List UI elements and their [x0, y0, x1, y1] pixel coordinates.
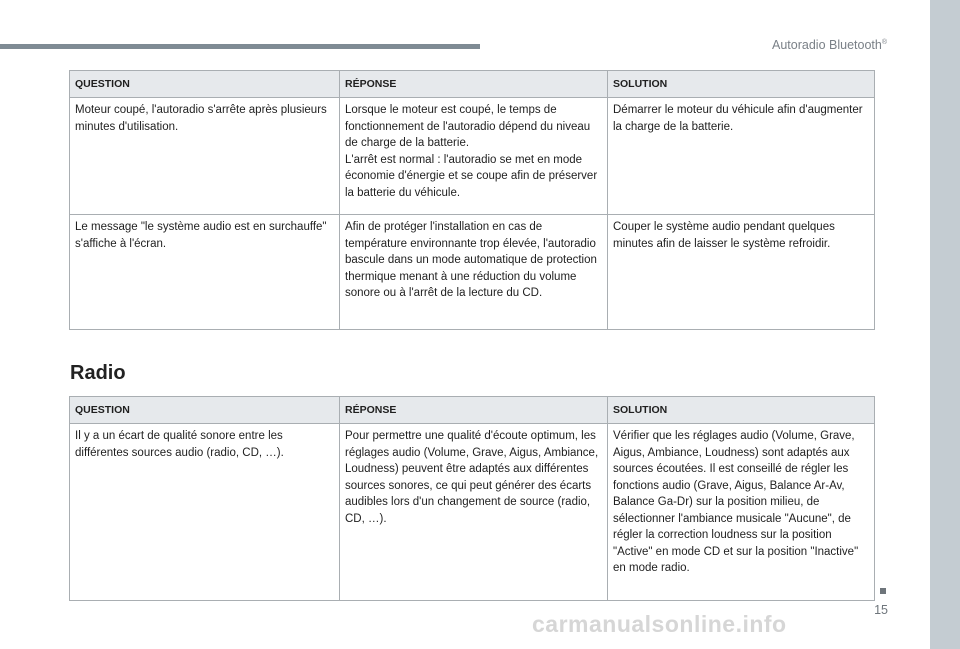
reponse-cell: Pour permettre une qualité d'écoute optimum, les réglages audio (Volume, Grave, Aigus, Ambiance, Loudness) peuvent être adaptés aux différentes sources sonores, ce qui peut générer des écarts audibles lors d'un changement de source (radio, CD, …).: [340, 424, 608, 601]
header-rule: [0, 44, 480, 49]
watermark: carmanualsonline.info: [532, 611, 787, 637]
solution-cell: Couper le système audio pendant quelques minutes afin de laisser le système refroidir.: [608, 215, 875, 330]
column-header-reponse: RÉPONSE: [340, 71, 608, 98]
column-header-solution: SOLUTION: [608, 397, 875, 424]
question-cell: Il y a un écart de qualité sonore entre les différentes sources audio (radio, CD, …).: [70, 424, 340, 601]
column-header-reponse: RÉPONSE: [340, 397, 608, 424]
column-header-question: QUESTION: [70, 397, 340, 424]
table-header-row: [70, 397, 875, 424]
troubleshooting-table-general: [69, 70, 875, 330]
page-number: 15: [874, 603, 888, 617]
column-header-solution: SOLUTION: [608, 71, 875, 98]
table-row: [70, 98, 875, 215]
table-row: [70, 215, 875, 330]
question-cell: Moteur coupé, l'autoradio s'arrête après plusieurs minutes d'utilisation.: [70, 98, 340, 215]
troubleshooting-table-radio: [69, 396, 875, 601]
reponse-cell: Afin de protéger l'installation en cas de température environnante trop élevée, l'autoradio bascule dans un mode automatique de protection thermique menant à une réduction du volume sonore ou à l'arrêt de la lecture du CD.: [340, 215, 608, 330]
solution-cell: Démarrer le moteur du véhicule afin d'augmenter la charge de la batterie.: [608, 98, 875, 215]
section-heading-radio: Radio: [70, 362, 126, 384]
table-header-row: [70, 71, 875, 98]
page-marker: [880, 588, 886, 594]
question-cell: Le message "le système audio est en surchauffe" s'affiche à l'écran.: [70, 215, 340, 330]
solution-cell: Vérifier que les réglages audio (Volume, Grave, Aigus, Ambiance, Loudness) sont adaptés aux sources écoutées. Il est conseillé de régler les fonctions audio (Grave, Aigus, Balance Ar-Av, Balance Ga-Dr) sur la position milieu, de sélectionner l'ambiance musicale "Aucune", de régler la correction loudness sur la position "Active" en mode CD et sur la position "Inactive" en mode radio.: [608, 424, 875, 601]
reponse-cell: Lorsque le moteur est coupé, le temps de fonctionnement de l'autoradio dépend du niveau de charge de la batterie. L'arrêt est normal : l'autoradio se met en mode économie d'énergie et se coupe afin de préserver la batterie du véhicule.: [340, 98, 608, 215]
table-row: [70, 424, 875, 601]
side-strip: [930, 0, 960, 649]
header-title: Autoradio Bluetooth®: [772, 38, 887, 52]
column-header-question: QUESTION: [70, 71, 340, 98]
